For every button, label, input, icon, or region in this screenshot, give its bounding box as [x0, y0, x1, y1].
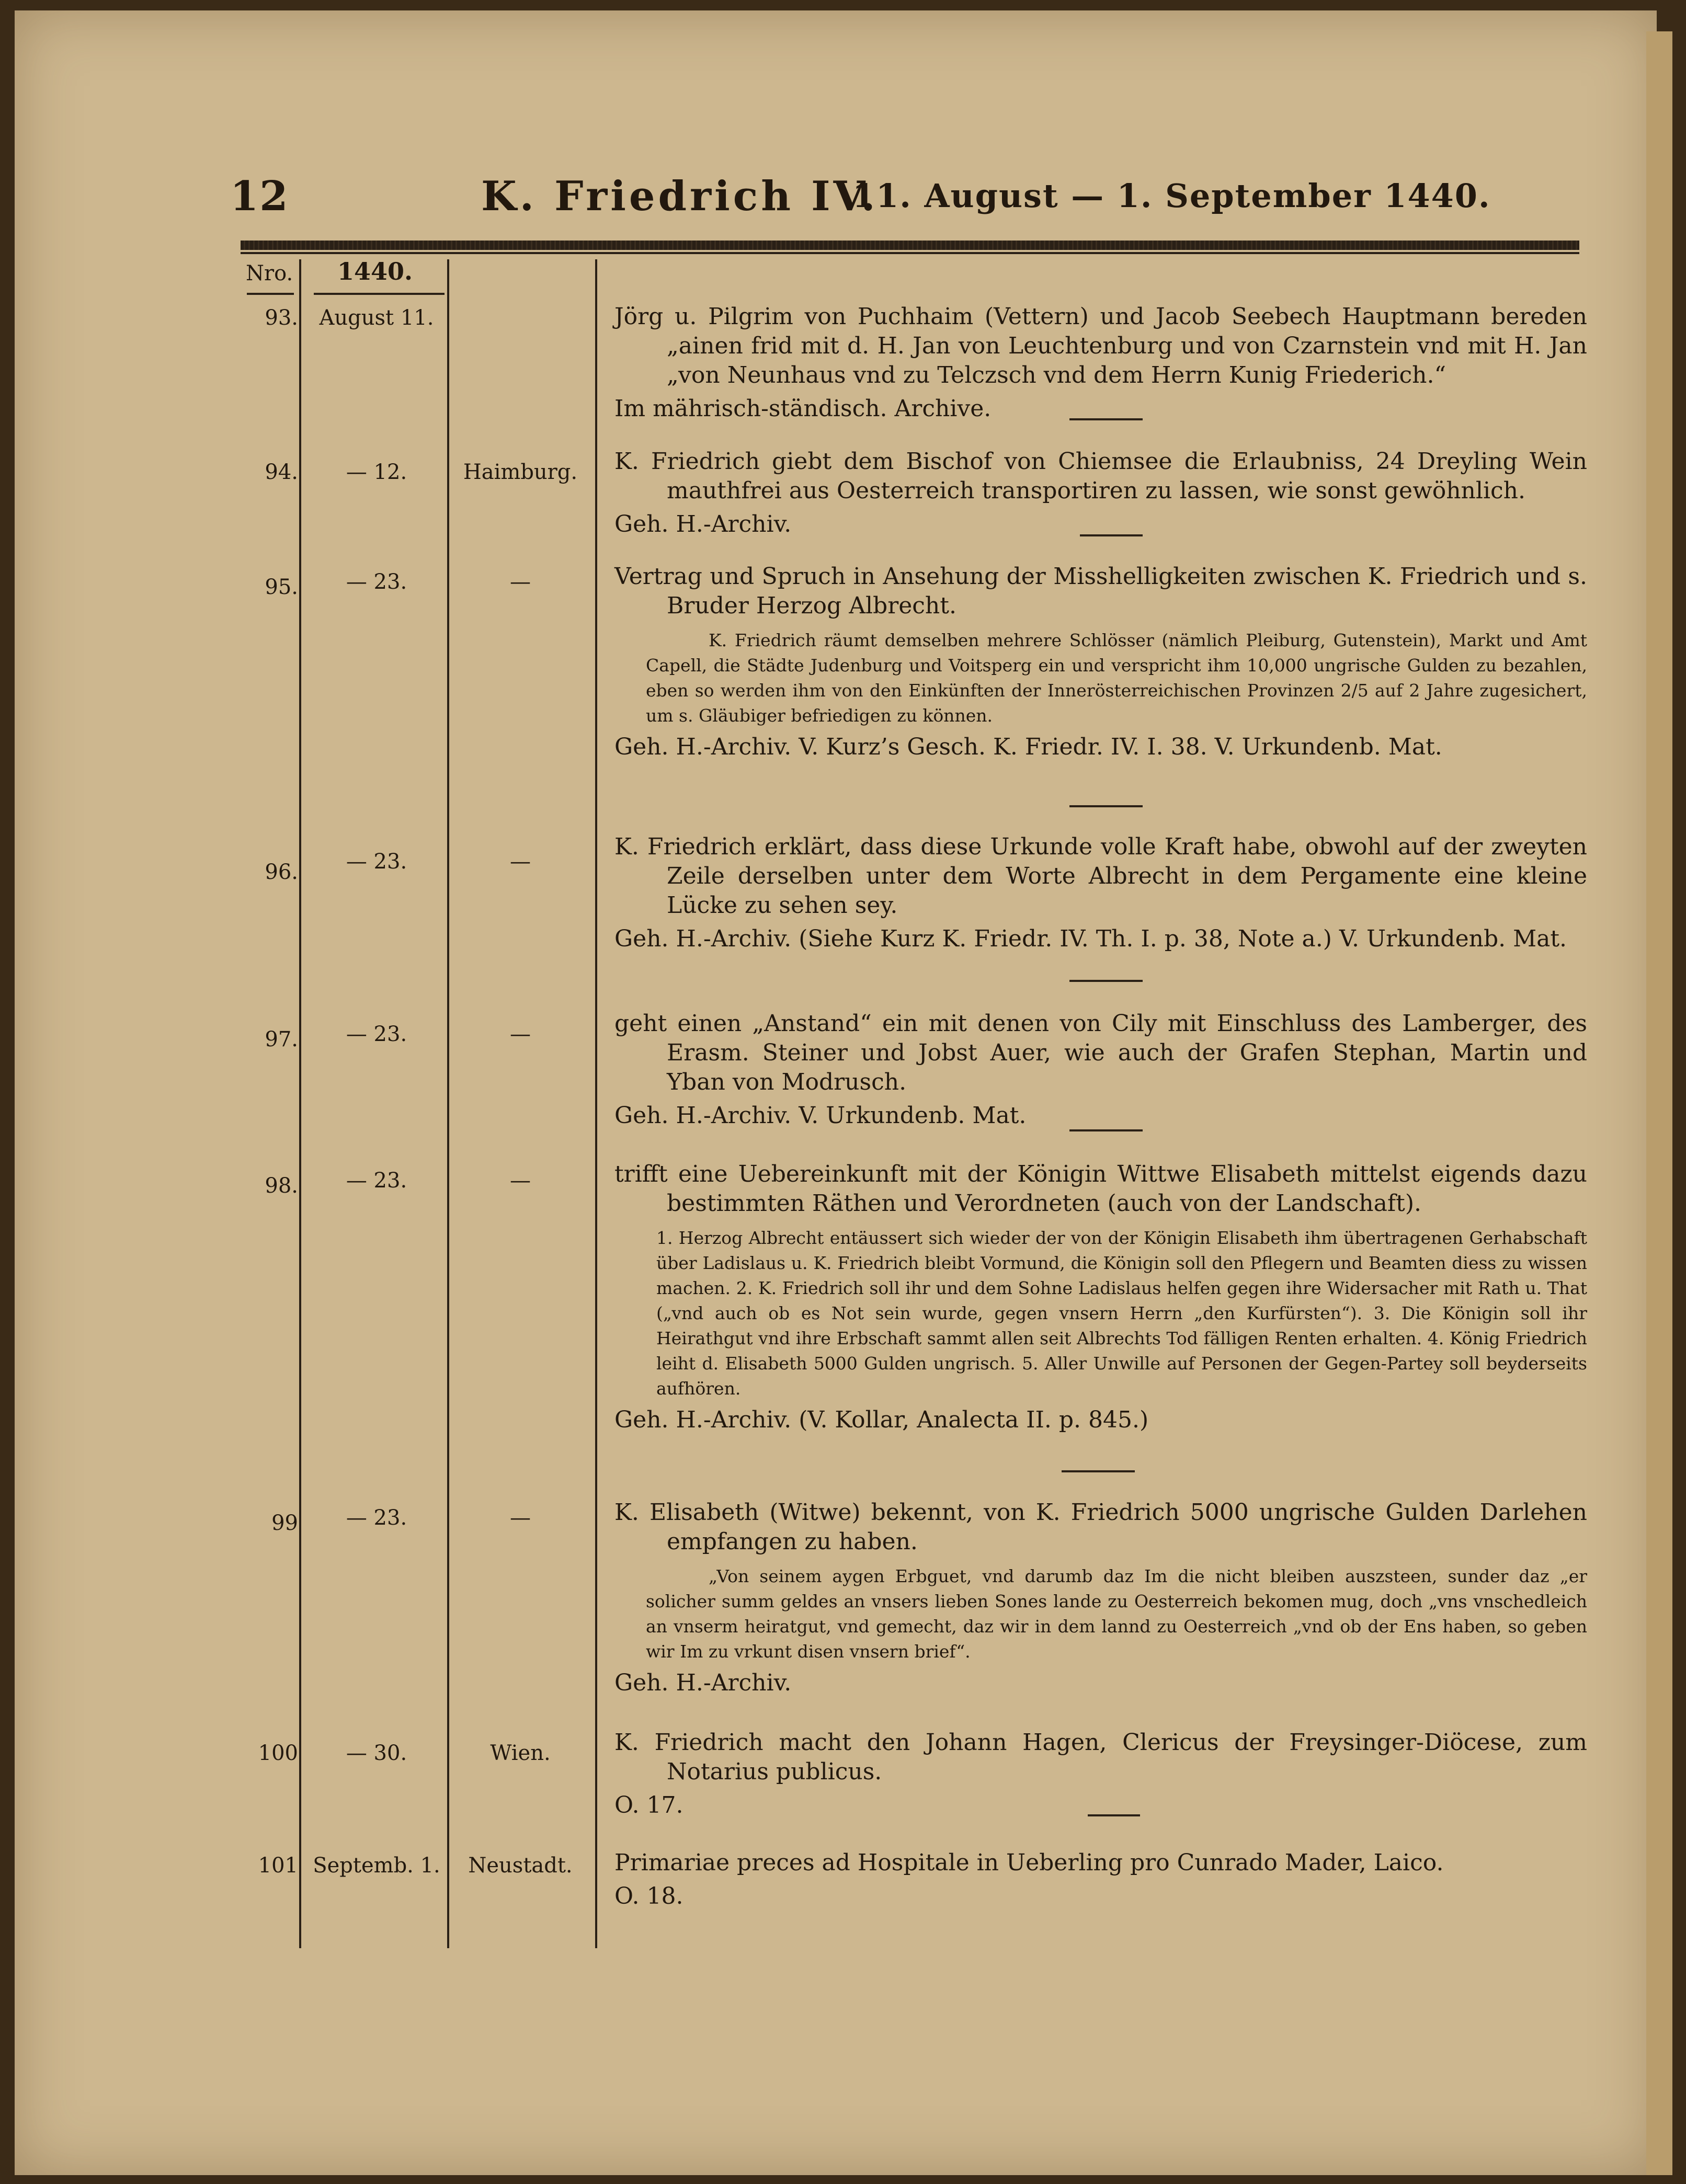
entry-place: —: [510, 570, 531, 594]
entry-note: 1. Herzog Albrecht entäussert sich wieder der von der Königin Elisabeth ihm übertragenen Gerhabschaft über Ladislaus u. K. Friedrich bleibt Vormund, die Königin soll den Pflegern und Beamten diess zu wissen machen. 2. K. Friedrich soll ihr und dem Sohne Ladislaus helfen gegen ihre Widersacher mit Rath u. That („vnd auch ob es Not sein wurde, gegen vnsern Herrn „den Kurfürsten“). 3. Die Königin soll ihr Heirathgut vnd ihre Erbschaft sammt allen seit Albrechts Tod fälligen Renten erhalten. 4. König Friedrich leiht d. Elisabeth 5000 Gulden ungrisch. 5. Aller Unwille auf Personen der Gegen-Partey soll beyderseits aufhören.: [656, 1228, 1587, 1399]
entry-body: [614, 832, 1587, 954]
entry-place: —: [510, 1169, 531, 1193]
entry-text: Jörg u. Pilgrim von Puchhaim (Vettern) und Jacob Seebech Hauptmann bereden „ainen frid mit d. H. Jan von Leuchtenburg und von Czarnstein vnd mit H. Jan „von Neunhaus vnd zu Telczsch vnd dem Herrn Kunig Friederich.“: [614, 303, 1587, 388]
entry-place: Wien.: [490, 1741, 551, 1765]
entry-date: August 11.: [319, 306, 434, 330]
entry-date: — 23.: [346, 1022, 407, 1046]
entry-note: K. Friedrich räumt demselben mehrere Schlösser (nämlich Pleiburg, Gutenstein), Markt und Amt Capell, die Städte Judenburg und Voitsperg ein und verspricht ihm 10,000 ungrische Gulden zu bezahlen, eben so werden ihm von den Einkünften der Innerösterreichischen Provinzen 2/5 auf 2 Jahre zugesichert, um s. Gläubiger befriedigen zu können.: [646, 630, 1587, 726]
entry-number: 93.: [265, 306, 298, 330]
separator: [1062, 1470, 1135, 1472]
entry-source: Im mährisch-ständisch. Archive.: [614, 395, 992, 422]
entry-source: Geh. H.-Archiv.: [614, 1670, 792, 1696]
entry-date: — 12.: [346, 460, 407, 484]
entry-number: 94.: [265, 460, 298, 484]
entry-place: Neustadt.: [468, 1854, 573, 1878]
entry-note: „Von seinem aygen Erbguet, vnd darumb daz Im die nicht bleiben auszsteen, sunder daz „er solicher summ geldes an vnsers lieben Sones lande zu Oesterreich bekomen mug, doch „vns vnschedleich an vnserm heiratgut, vnd gemecht, daz wir in dem lannd zu Oesterreich „vnd ob der Ens haben, so geben wir Im zu vrkunt disen vnsern brief“.: [646, 1566, 1587, 1662]
entry-source: Geh. H.-Archiv. (Siehe Kurz K. Friedr. IV. Th. I. p. 38, Note a.) V. Urkundenb. Mat.: [614, 925, 1567, 952]
entry-source: Geh. H.-Archiv. (V. Kollar, Analecta II. p. 845.): [614, 1407, 1149, 1433]
entry-number: 99: [271, 1511, 298, 1535]
entry-body: [614, 1160, 1587, 1435]
entry-place: Haimburg.: [463, 460, 578, 484]
entry-date: — 23.: [346, 1506, 407, 1530]
header-rule-thin: [241, 252, 1579, 254]
separator: [1080, 534, 1143, 536]
entry-number: 95.: [265, 575, 298, 599]
page-title: K. Friedrich IV.: [481, 173, 879, 220]
page-number: 12: [230, 173, 289, 220]
entry-place: —: [510, 850, 531, 874]
entry-date: Septemb. 1.: [313, 1854, 440, 1878]
entry-number: 98.: [265, 1174, 298, 1198]
entry-text: K. Friedrich macht den Johann Hagen, Clericus der Freysinger-Diöcese, zum Notarius publicus.: [614, 1729, 1587, 1785]
nro-heading: Nro.: [246, 261, 293, 285]
separator: [1069, 418, 1143, 420]
entry-body: [614, 1498, 1587, 1698]
year-heading: 1440.: [337, 257, 413, 285]
entry-text: geht einen „Anstand“ ein mit denen von Cily mit Einschluss des Lamberger, des Erasm. Steiner und Jobst Auer, wie auch der Grafen Stephan, Martin und Yban von Modrusch.: [614, 1010, 1587, 1095]
entry-number: 100: [258, 1741, 298, 1765]
column-divider: [299, 259, 301, 1948]
entry-text: Vertrag und Spruch in Ansehung der Misshelligkeiten zwischen K. Friedrich und s. Bruder Herzog Albrecht.: [614, 563, 1587, 619]
entry-body: [614, 302, 1587, 424]
entry-text: Primariae preces ad Hospitale in Ueberling pro Cunrado Mader, Laico.: [614, 1849, 1444, 1876]
entry-body: [614, 447, 1587, 539]
entry-text: K. Friedrich erklärt, dass diese Urkunde volle Kraft habe, obwohl auf der zweyten Zeile derselben unter dem Worte Albrecht in dem Pergamente eine kleine Lücke zu sehen sey.: [614, 833, 1587, 919]
separator: [1069, 980, 1143, 982]
date-range: 11. August — 1. September 1440.: [852, 177, 1491, 215]
entry-number: 97.: [265, 1027, 298, 1051]
entry-body: [614, 562, 1587, 762]
entry-number: 96.: [265, 860, 298, 884]
entry-date: — 30.: [346, 1741, 407, 1765]
separator: [1069, 805, 1143, 807]
entry-text: trifft eine Uebereinkunft mit der Königin Wittwe Elisabeth mittelst eigends dazu bestimmten Räthen und Verordneten (auch von der Landschaft).: [614, 1161, 1587, 1217]
entry-text: K. Friedrich giebt dem Bischof von Chiemsee die Erlaubniss, 24 Dreyling Wein mauthfrei aus Oesterreich transportiren zu lassen, wie sonst gewöhnlich.: [614, 448, 1587, 504]
page-edge: [1646, 31, 1672, 2175]
entry-text: K. Elisabeth (Witwe) bekennt, von K. Friedrich 5000 ungrische Gulden Darlehen empfangen zu haben.: [614, 1499, 1587, 1555]
entry-source: Geh. H.-Archiv. V. Urkundenb. Mat.: [614, 1102, 1027, 1129]
separator: [1069, 1129, 1143, 1131]
entry-source: O. 18.: [614, 1883, 683, 1909]
column-divider: [447, 259, 449, 1948]
entry-body: [614, 1848, 1587, 1911]
nro-heading-rule: [247, 293, 294, 295]
entry-date: — 23.: [346, 850, 407, 874]
entry-source: O. 17.: [614, 1792, 683, 1819]
entry-body: [614, 1009, 1587, 1130]
year-heading-rule: [314, 293, 445, 295]
entry-number: 101: [258, 1854, 298, 1878]
entry-source: Geh. H.-Archiv.: [614, 511, 792, 538]
column-divider: [595, 259, 597, 1948]
entry-place: —: [510, 1022, 531, 1046]
header-rule: [241, 241, 1579, 250]
separator: [1088, 1814, 1140, 1816]
entry-date: — 23.: [346, 1169, 407, 1193]
page-header: [230, 173, 1590, 230]
entry-body: [614, 1728, 1587, 1820]
entry-date: — 23.: [346, 570, 407, 594]
entry-place: —: [510, 1506, 531, 1530]
entry-source: Geh. H.-Archiv. V. Kurz’s Gesch. K. Friedr. IV. I. 38. V. Urkundenb. Mat.: [614, 734, 1442, 760]
